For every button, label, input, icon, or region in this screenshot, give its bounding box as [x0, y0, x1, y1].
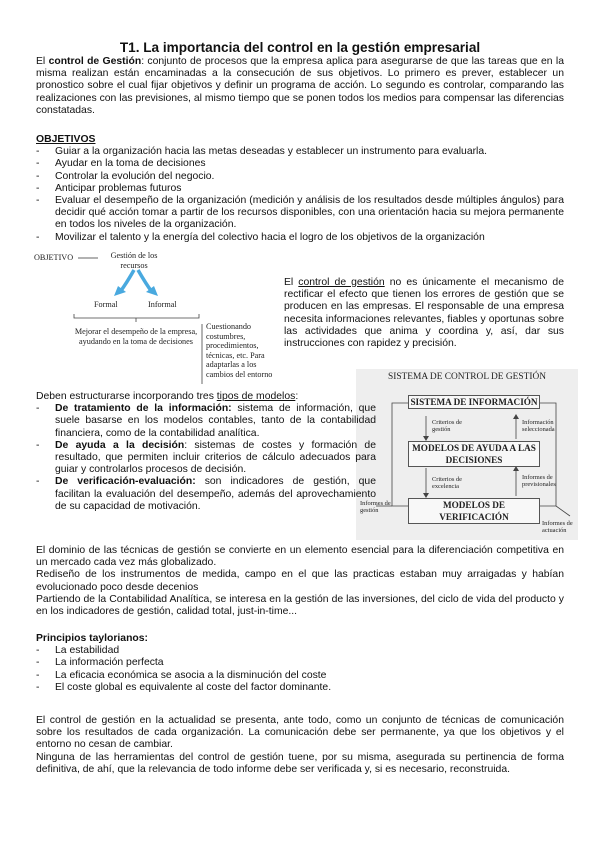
modelos-intro-end: : — [295, 391, 299, 402]
closing-section — [36, 715, 564, 776]
dominio-section — [36, 545, 564, 618]
control-text: no es únicamente el mecanismo de rectificar el efecto que tienen los errores de gestión que se producen en las empresas. El responsable de una empresa necesita informaciones relevantes, fiables y oportunas sobre las actividades que anima y coordina y, así, dar sus instrucciones con rapidez y precisión. — [284, 277, 564, 350]
intro-term: control de Gestión — [48, 56, 142, 67]
label-criterios-gestion: Criterios de gestión — [432, 419, 462, 434]
list-item: - Ayudar en la toma de decisiones — [36, 158, 564, 170]
objetivos-heading: OBJETIVOS — [36, 134, 96, 145]
diagram-gestion: Gestión de los recursos — [110, 251, 158, 270]
objetivos-list — [36, 146, 564, 244]
list-item — [36, 403, 376, 440]
objetivo-diagram — [34, 252, 282, 392]
label-informes-actuacion: Informes de actuación — [542, 520, 573, 535]
modelo-text: son indicadores de gestión, que facilitan la evaluación del desempeño, además del aprovechamiento de su capacidad de motivación. — [55, 476, 376, 512]
modelos-intro-term: tipos de modelos — [216, 391, 296, 402]
modelos-intro-lead: Deben estructurarse incorporando tres — [36, 391, 217, 402]
label-criterios-excelencia: Criterios de excelencia — [432, 476, 462, 491]
principios-list — [36, 645, 564, 694]
diagram-objetivo: OBJETIVO — [34, 253, 74, 262]
diagram-informal: Informal — [148, 300, 177, 309]
principios-section — [36, 633, 564, 694]
page-title: T1. La importancia del control en la gestión empresarial — [119, 40, 481, 55]
list-item — [36, 476, 376, 513]
diagram-cuestionando: Cuestionando costumbres, procedimientos, técnicas, etc. Para adaptarlas a los cambios del entorno — [206, 322, 273, 379]
list-item: - Controlar la evolución del negocio. — [36, 171, 564, 183]
control-term: control de gestión — [298, 277, 385, 288]
control-paragraph — [284, 277, 564, 350]
paragraph: Partiendo de la Contabilidad Analítica, se interesa en la gestión de las inversiones, del ciclo de vida del producto y en los indicadores de gestión, calidad total, just-in-time... — [36, 593, 564, 618]
list-item: - Anticipar problemas futuros — [36, 183, 564, 195]
list-item: - La eficacia económica se asocia a la disminución del coste — [36, 670, 564, 682]
list-item: - Movilizar el talento y la energía del colectivo hacia el logro de los objetivos de la organización — [36, 232, 564, 244]
modelo-bold: De verificación-evaluación: — [55, 476, 196, 488]
sistema-title: SISTEMA DE CONTROL DE GESTIÓN — [388, 372, 546, 382]
list-item: - La estabilidad — [36, 645, 564, 657]
paragraph: El control de gestión en la actualidad se presenta, ante todo, como un conjunto de técnicas de comunicación sobre los resultados de cada organización. La comunicación debe ser permanente, ya que los objetivos y el entorno no cesan de cambiar. — [36, 715, 564, 751]
objetivos-section — [36, 134, 564, 244]
modelo-bold: De tratamiento de la información: — [55, 403, 232, 415]
box-modelos-ayuda: MODELOS DE AYUDA A LAS DECISIONES — [408, 441, 540, 467]
modelos-intro — [36, 391, 376, 403]
box-sistema-informacion: SISTEMA DE INFORMACIÓN — [408, 395, 540, 409]
intro-lead: El — [36, 56, 49, 67]
box-modelos-verificacion: MODELOS DE VERIFICACIÓN — [408, 498, 540, 524]
control-paragraph-section — [284, 277, 564, 350]
diagram-mejorar: Mejorar el desempeño de la empresa, ayudando en la toma de decisiones — [74, 327, 198, 346]
sistema-control-figure — [356, 369, 578, 540]
list-item — [36, 440, 376, 477]
intro-text: : conjunto de procesos que la empresa aplica para asegurarse de que las tareas que en la misma realizan están encaminadas a la consecución de sus objetivos. Lo primero es prever, establecer un pronostico sobre el cual fijar objetivos y definir un programa de acción. Lo segundo es controlar, comparando las realizaciones con las previsiones, al mismo tiempo que se ponen todos los medios para compensar las diferencias constatadas. — [36, 56, 564, 116]
paragraph: Ninguna de las herramientas del control de gestión tuene, por su misma, asegurada su pertinencia de forma definitiva, de ahí, que la relevancia de todo informe debe ser verificada y, si es necesario, reconstruida. — [36, 751, 564, 775]
modelo-text: sistema de información, que suele basarse en los modelos contables, tanto de la contabilidad financiera, como de la contabilidad analítica. — [55, 403, 376, 439]
modelos-section — [36, 391, 376, 513]
modelo-text: : sistemas de costes y formación de resultado, que permiten incluir criterios de cálculo adecuados para guiar y controlarlos procesos de decisión. — [55, 439, 376, 476]
label-informes-gestion: Informes de gestión — [360, 500, 391, 515]
intro-section — [36, 56, 564, 117]
diagram-formal: Formal — [94, 300, 118, 309]
control-lead: El — [284, 277, 299, 288]
paragraph: El dominio de las técnicas de gestión se convierte en un elemento esencial para la diferenciación competitiva en un mercado cada vez más globalizado. — [36, 545, 564, 569]
list-item: - El coste global es equivalente al coste del factor dominante. — [36, 682, 564, 694]
modelo-bold: De ayuda a la decisión — [55, 439, 185, 451]
intro-paragraph — [36, 56, 564, 117]
list-item: - Evaluar el desempeño de la organización (medición y análisis de los resultados desde múltiples ángulos) para decidir qué acción tomar a partir de los recursos disponibles, con una orientación hacia su mejora permanente en todos los niveles de la organización. — [36, 195, 564, 232]
label-info-seleccionada: Información seleccionada — [522, 419, 555, 434]
principios-heading: Principios taylorianos: — [36, 633, 149, 644]
list-item: - Guiar a la organización hacia las metas deseadas y establecer un instrumento para evaluarla. — [36, 146, 564, 158]
label-informes-previsionales: Informes de previsionales — [522, 474, 556, 489]
paragraph: Rediseño de los instrumentos de medida, campo en el que las practicas estaban muy arraigadas y habían evolucionado poco desde decenios — [36, 569, 564, 593]
modelos-list — [36, 403, 376, 513]
list-item: - La información perfecta — [36, 657, 564, 669]
